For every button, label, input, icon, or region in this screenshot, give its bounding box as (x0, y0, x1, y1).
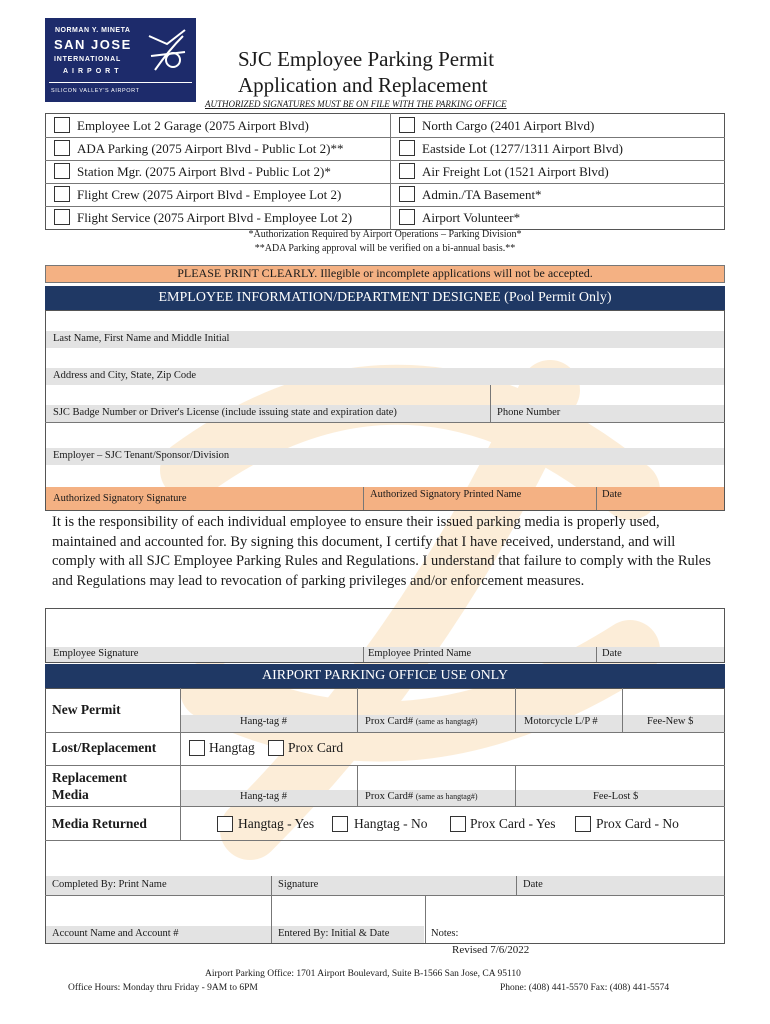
employee-signature-input[interactable] (46, 609, 724, 647)
name-input[interactable] (46, 311, 724, 331)
page-title: SJC Employee Parking Permit Application and Replacement (238, 47, 495, 97)
notes-label: Notes: (431, 928, 459, 939)
employee-info-heading: EMPLOYEE INFORMATION/DEPARTMENT DESIGNEE (Pool Permit Only) (45, 286, 725, 310)
lot-label: Flight Service (2075 Airport Blvd - Employee Lot 2) (77, 210, 353, 225)
address-input[interactable] (46, 348, 724, 368)
office-address: Airport Parking Office: 1701 Airport Boulevard, Suite B-1566 San Jose, CA 95110 (205, 969, 521, 979)
repl-hangtag-label: Hang-tag # (240, 791, 287, 802)
new-hangtag-input[interactable] (181, 689, 357, 715)
returned-hangtag-no-checkbox[interactable] (332, 816, 348, 832)
lost-replacement-label: Lost/Replacement (52, 740, 157, 755)
lot-label: Admin./TA Basement* (422, 187, 542, 202)
lot-checkbox-flight-crew[interactable] (54, 186, 70, 202)
name-label: Last Name, First Name and Middle Initial (53, 333, 230, 344)
signatory-date-label: Date (602, 489, 622, 500)
entered-by-label: Entered By: Initial & Date (278, 928, 390, 939)
fee-new-input[interactable] (623, 689, 724, 715)
ada-note: **ADA Parking approval will be verified on a bi-annual basis.** (254, 243, 516, 254)
lot-label: Flight Crew (2075 Airport Blvd - Employee Lot 2) (77, 187, 342, 202)
fee-new-label: Fee-New $ (647, 716, 694, 727)
returned-hangtag-yes-checkbox[interactable] (217, 816, 233, 832)
returned-hangtag-no-label: Hangtag - No (354, 816, 428, 831)
employee-printed-label: Employee Printed Name (368, 648, 472, 659)
repl-proxcard-input[interactable] (358, 766, 515, 790)
repl-hangtag-input[interactable] (181, 766, 357, 790)
lost-proxcard-label: Prox Card (288, 740, 344, 755)
lot-label: Eastside Lot (1277/1311 Airport Blvd) (422, 141, 623, 156)
lot-label: Employee Lot 2 Garage (2075 Airport Blvd) (77, 118, 309, 133)
new-proxcard-input[interactable] (358, 689, 515, 715)
lot-checkbox-ada[interactable] (54, 140, 70, 156)
fee-lost-label: Fee-Lost $ (593, 791, 639, 802)
banner-text: PLEASE PRINT CLEARLY. Illegible or incomplete applications will not be accepted. (177, 266, 593, 280)
new-hangtag-label: Hang-tag # (240, 716, 287, 727)
employer-label: Employer – SJC Tenant/Sponsor/Division (53, 450, 230, 461)
phone-label: Phone Number (497, 407, 561, 418)
employee-date-label: Date (602, 648, 622, 659)
new-proxcard-label: Prox Card# (365, 716, 414, 727)
returned-prox-yes-label: Prox Card - Yes (470, 816, 556, 831)
lost-hangtag-checkbox[interactable] (189, 740, 205, 756)
returned-hangtag-yes-label: Hangtag - Yes (238, 816, 315, 831)
lot-checkbox-flight-service[interactable] (54, 209, 70, 225)
badge-input[interactable] (46, 385, 489, 405)
badge-label: SJC Badge Number or Driver's License (include issuing state and expiration date) (53, 407, 397, 418)
entered-by-input[interactable] (272, 896, 424, 926)
office-use-heading: AIRPORT PARKING OFFICE USE ONLY (45, 664, 725, 688)
authorized-signatures-note: AUTHORIZED SIGNATURES MUST BE ON FILE WITH THE PARKING OFFICE (205, 99, 507, 109)
lot-label: Air Freight Lot (1521 Airport Blvd) (422, 164, 609, 179)
completed-by-label: Completed By: Print Name (52, 879, 167, 890)
lot-label: ADA Parking (2075 Airport Blvd - Public Lot 2)** (77, 141, 344, 156)
lot-checkbox-north-cargo[interactable] (399, 117, 415, 133)
motorcycle-lp-label: Motorcycle L/P # (524, 716, 598, 727)
office-date-label: Date (523, 879, 543, 890)
lost-proxcard-checkbox[interactable] (268, 740, 284, 756)
fee-lost-input[interactable] (516, 766, 724, 790)
lot-checkbox-employee-lot2[interactable] (54, 117, 70, 133)
lot-checkbox-air-freight[interactable] (399, 163, 415, 179)
lot-checkbox-volunteer[interactable] (399, 209, 415, 225)
address-label: Address and City, State, Zip Code (53, 370, 197, 381)
completed-by-input-row[interactable] (46, 841, 724, 876)
same-as-hangtag-note: (same as hangtag#) (415, 792, 478, 801)
account-label: Account Name and Account # (52, 928, 179, 939)
repl-proxcard-label: Prox Card# (365, 791, 414, 802)
replacement-media-label: Replacement Media (52, 770, 127, 802)
certification-text: It is the responsibility of each individual employee to ensure their issued parking media is properly used, maintained and accounted for. By signing this document, I certify that I have received, understand, and will comply with all SJC Employee Parking Rules and Regulations. I understand that failure to comply with the Rules and Regulations may lead to revocation of parking privileges and/or enforcement measures. (52, 514, 711, 589)
lot-checkbox-admin-ta[interactable] (399, 186, 415, 202)
signatory-signature-input[interactable] (46, 466, 724, 486)
returned-prox-no-checkbox[interactable] (575, 816, 591, 832)
office-phone: Phone: (408) 441-5570 Fax: (408) 441-5574 (500, 983, 670, 993)
lot-label: North Cargo (2401 Airport Blvd) (422, 118, 595, 133)
employer-input[interactable] (46, 423, 724, 448)
employee-signature-label: Employee Signature (53, 648, 139, 659)
logo-emblem-icon (145, 26, 191, 78)
returned-prox-no-label: Prox Card - No (596, 816, 679, 831)
office-hours: Office Hours: Monday thru Friday - 9AM to 6PM (68, 983, 258, 993)
lot-checkbox-eastside[interactable] (399, 140, 415, 156)
lot-label: Airport Volunteer* (422, 210, 521, 225)
account-input[interactable] (46, 896, 270, 926)
returned-prox-yes-checkbox[interactable] (450, 816, 466, 832)
auth-required-note: *Authorization Required by Airport Operations – Parking Division* (248, 229, 522, 240)
office-signature-label: Signature (278, 879, 319, 890)
media-returned-label: Media Returned (52, 816, 147, 831)
motorcycle-lp-input[interactable] (516, 689, 622, 715)
signatory-name-label: Authorized Signatory Printed Name (370, 489, 522, 500)
lot-checkbox-station-mgr[interactable] (54, 163, 70, 179)
same-as-hangtag-note: (same as hangtag#) (415, 717, 478, 726)
revised-date: Revised 7/6/2022 (452, 944, 530, 956)
lost-hangtag-label: Hangtag (209, 740, 255, 755)
signatory-signature-label: Authorized Signatory Signature (53, 493, 187, 504)
phone-input[interactable] (490, 385, 724, 405)
sjc-logo: NORMAN Y. MINETA SAN JOSE INTERNATIONAL AIRPORT SILICON VALLEY'S AIRPORT (45, 18, 196, 102)
notes-input[interactable] (426, 896, 724, 942)
lot-label: Station Mgr. (2075 Airport Blvd - Public Lot 2)* (77, 164, 331, 179)
new-permit-label: New Permit (52, 702, 121, 717)
